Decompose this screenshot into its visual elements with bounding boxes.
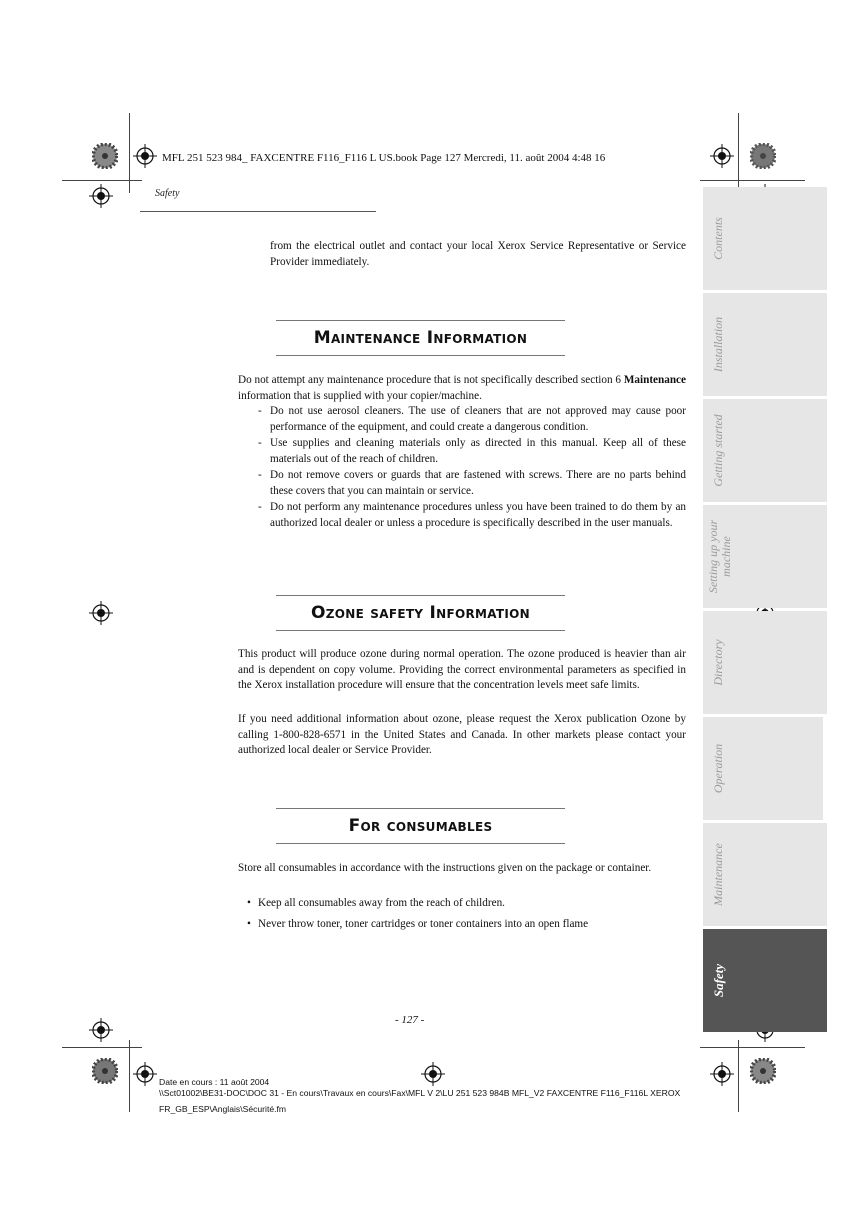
- tab-operation[interactable]: [703, 717, 823, 820]
- tab-getting-started[interactable]: [703, 399, 827, 502]
- ozone-heading: Ozone safety Information: [276, 595, 565, 631]
- section-rule: [140, 211, 376, 212]
- footer-path: \\Sct01002\BE31-DOC\DOC 31 - En cours\Travaux en cours\Fax\MFL V 2\LU 251 523 984B MFL_V2 FAXCENTRE F116_F116L XEROX: [159, 1088, 681, 1098]
- tab-label: Contents: [710, 217, 725, 260]
- tab-safety[interactable]: [703, 929, 827, 1032]
- tab-contents[interactable]: [703, 187, 827, 290]
- tab-setting-up[interactable]: [703, 505, 827, 608]
- crop-mark: [738, 113, 739, 193]
- tab-label: Operation: [710, 743, 725, 794]
- registration-mark-icon: [421, 1062, 445, 1086]
- list-item: - Use supplies and cleaning materials only as directed in this manual. Keep all of these materials out of the reach of children.: [258, 437, 686, 465]
- tab-label: Safety: [710, 963, 726, 998]
- consumables-heading: For consumables: [276, 808, 565, 844]
- color-wheel-icon: [92, 143, 118, 169]
- tab-maintenance[interactable]: [703, 823, 827, 926]
- crop-mark: [700, 1047, 805, 1048]
- crop-mark: [62, 1047, 142, 1048]
- consumables-list: [247, 896, 687, 932]
- tab-label: Getting started: [710, 414, 725, 487]
- registration-mark-icon: [133, 144, 157, 168]
- footer-file: FR_GB_ESP\Anglais\Sécurité.fm: [159, 1104, 287, 1114]
- tab-label: Installation: [710, 316, 725, 373]
- maintenance-list: [258, 404, 686, 532]
- maintenance-intro-text-end: information that is supplied with your copier/machine.: [238, 389, 482, 402]
- tab-label: Setting up your machine: [706, 519, 733, 594]
- list-item-text: Do not remove covers or guards that are fastened with screws. There are no parts behind these covers that you can maintain or service.: [270, 469, 686, 497]
- list-item-text: Do not use aerosol cleaners. The use of cleaners that are not approved may cause poor performance of the equipment, and could create a dangerous condition.: [270, 405, 686, 433]
- list-item-text: Use supplies and cleaning materials only as directed in this manual. Keep all of these materials out of the reach of children.: [270, 437, 686, 465]
- color-wheel-icon: [750, 1058, 776, 1084]
- maintenance-intro: [238, 373, 686, 404]
- tab-label: Maintenance: [710, 843, 725, 906]
- registration-mark-icon: [133, 1062, 157, 1086]
- ozone-paragraph-2: If you need additional information about ozone, please request the Xerox publication Ozone by calling 1-800-828-6571 in the United States and Canada. In other markets please contact your authorized local dealer or Service Provider.: [238, 713, 686, 756]
- footer-date: Date en cours : 11 août 2004: [159, 1077, 270, 1087]
- list-item: • Keep all consumables away from the reach of children.: [247, 897, 505, 909]
- crop-mark: [738, 1040, 739, 1112]
- registration-mark-icon: [89, 184, 113, 208]
- color-wheel-icon: [750, 143, 776, 169]
- consumables-intro: Store all consumables in accordance with the instructions given on the package or container.: [238, 862, 652, 874]
- file-info-line: MFL 251 523 984_ FAXCENTRE F116_F116 L US.book Page 127 Mercredi, 11. août 2004 4:48 16: [162, 152, 606, 164]
- list-item: - Do not use aerosol cleaners. The use of cleaners that are not approved may cause poor performance of the equipment, and could create a dangerous condition.: [258, 405, 686, 433]
- color-wheel-icon: [92, 1058, 118, 1084]
- list-item: - Do not remove covers or guards that are fastened with screws. There are no parts behind these covers that you can maintain or service.: [258, 469, 686, 497]
- crop-mark: [129, 1040, 130, 1112]
- list-item-text: Keep all consumables away from the reach of children.: [258, 897, 505, 909]
- intro-continuation: from the electrical outlet and contact your local Xerox Service Representative or Service Provider immediately.: [270, 240, 686, 268]
- tab-installation[interactable]: [703, 293, 827, 396]
- list-item-text: Never throw toner, toner cartridges or toner containers into an open flame: [258, 917, 589, 930]
- maintenance-heading: Maintenance Information: [276, 320, 565, 356]
- registration-mark-icon: [710, 1062, 734, 1086]
- list-item: • Never throw toner, toner cartridges or toner containers into an open flame: [247, 917, 589, 930]
- section-label: Safety: [155, 188, 180, 199]
- tab-label: Directory: [710, 639, 725, 686]
- maintenance-intro-text: Do not attempt any maintenance procedure that is not specifically described section 6: [238, 374, 624, 386]
- registration-mark-icon: [89, 601, 113, 625]
- registration-mark-icon: [710, 144, 734, 168]
- crop-mark: [700, 180, 805, 181]
- crop-mark: [62, 180, 142, 181]
- crop-mark: [129, 113, 130, 193]
- page-number: - 127 -: [395, 1014, 425, 1026]
- list-item-text: Do not perform any maintenance procedures unless you have been trained to do them by an authorized local dealer or unless a procedure is specifically described in the user manuals.: [270, 501, 686, 529]
- maintenance-intro-bold: Maintenance: [623, 374, 686, 386]
- registration-mark-icon: [89, 1018, 113, 1042]
- tab-directory[interactable]: [703, 611, 827, 714]
- ozone-paragraph-1: This product will produce ozone during normal operation. The ozone produced is heavier than air and is dependent on copy volume. Providing the correct environmental parameters as specified in the Xerox installation procedure will ensure that the concentration levels meet safe limits.: [238, 648, 686, 691]
- list-item: - Do not perform any maintenance procedures unless you have been trained to do them by an authorized local dealer or unless a procedure is specifically described in the user manuals.: [258, 501, 686, 529]
